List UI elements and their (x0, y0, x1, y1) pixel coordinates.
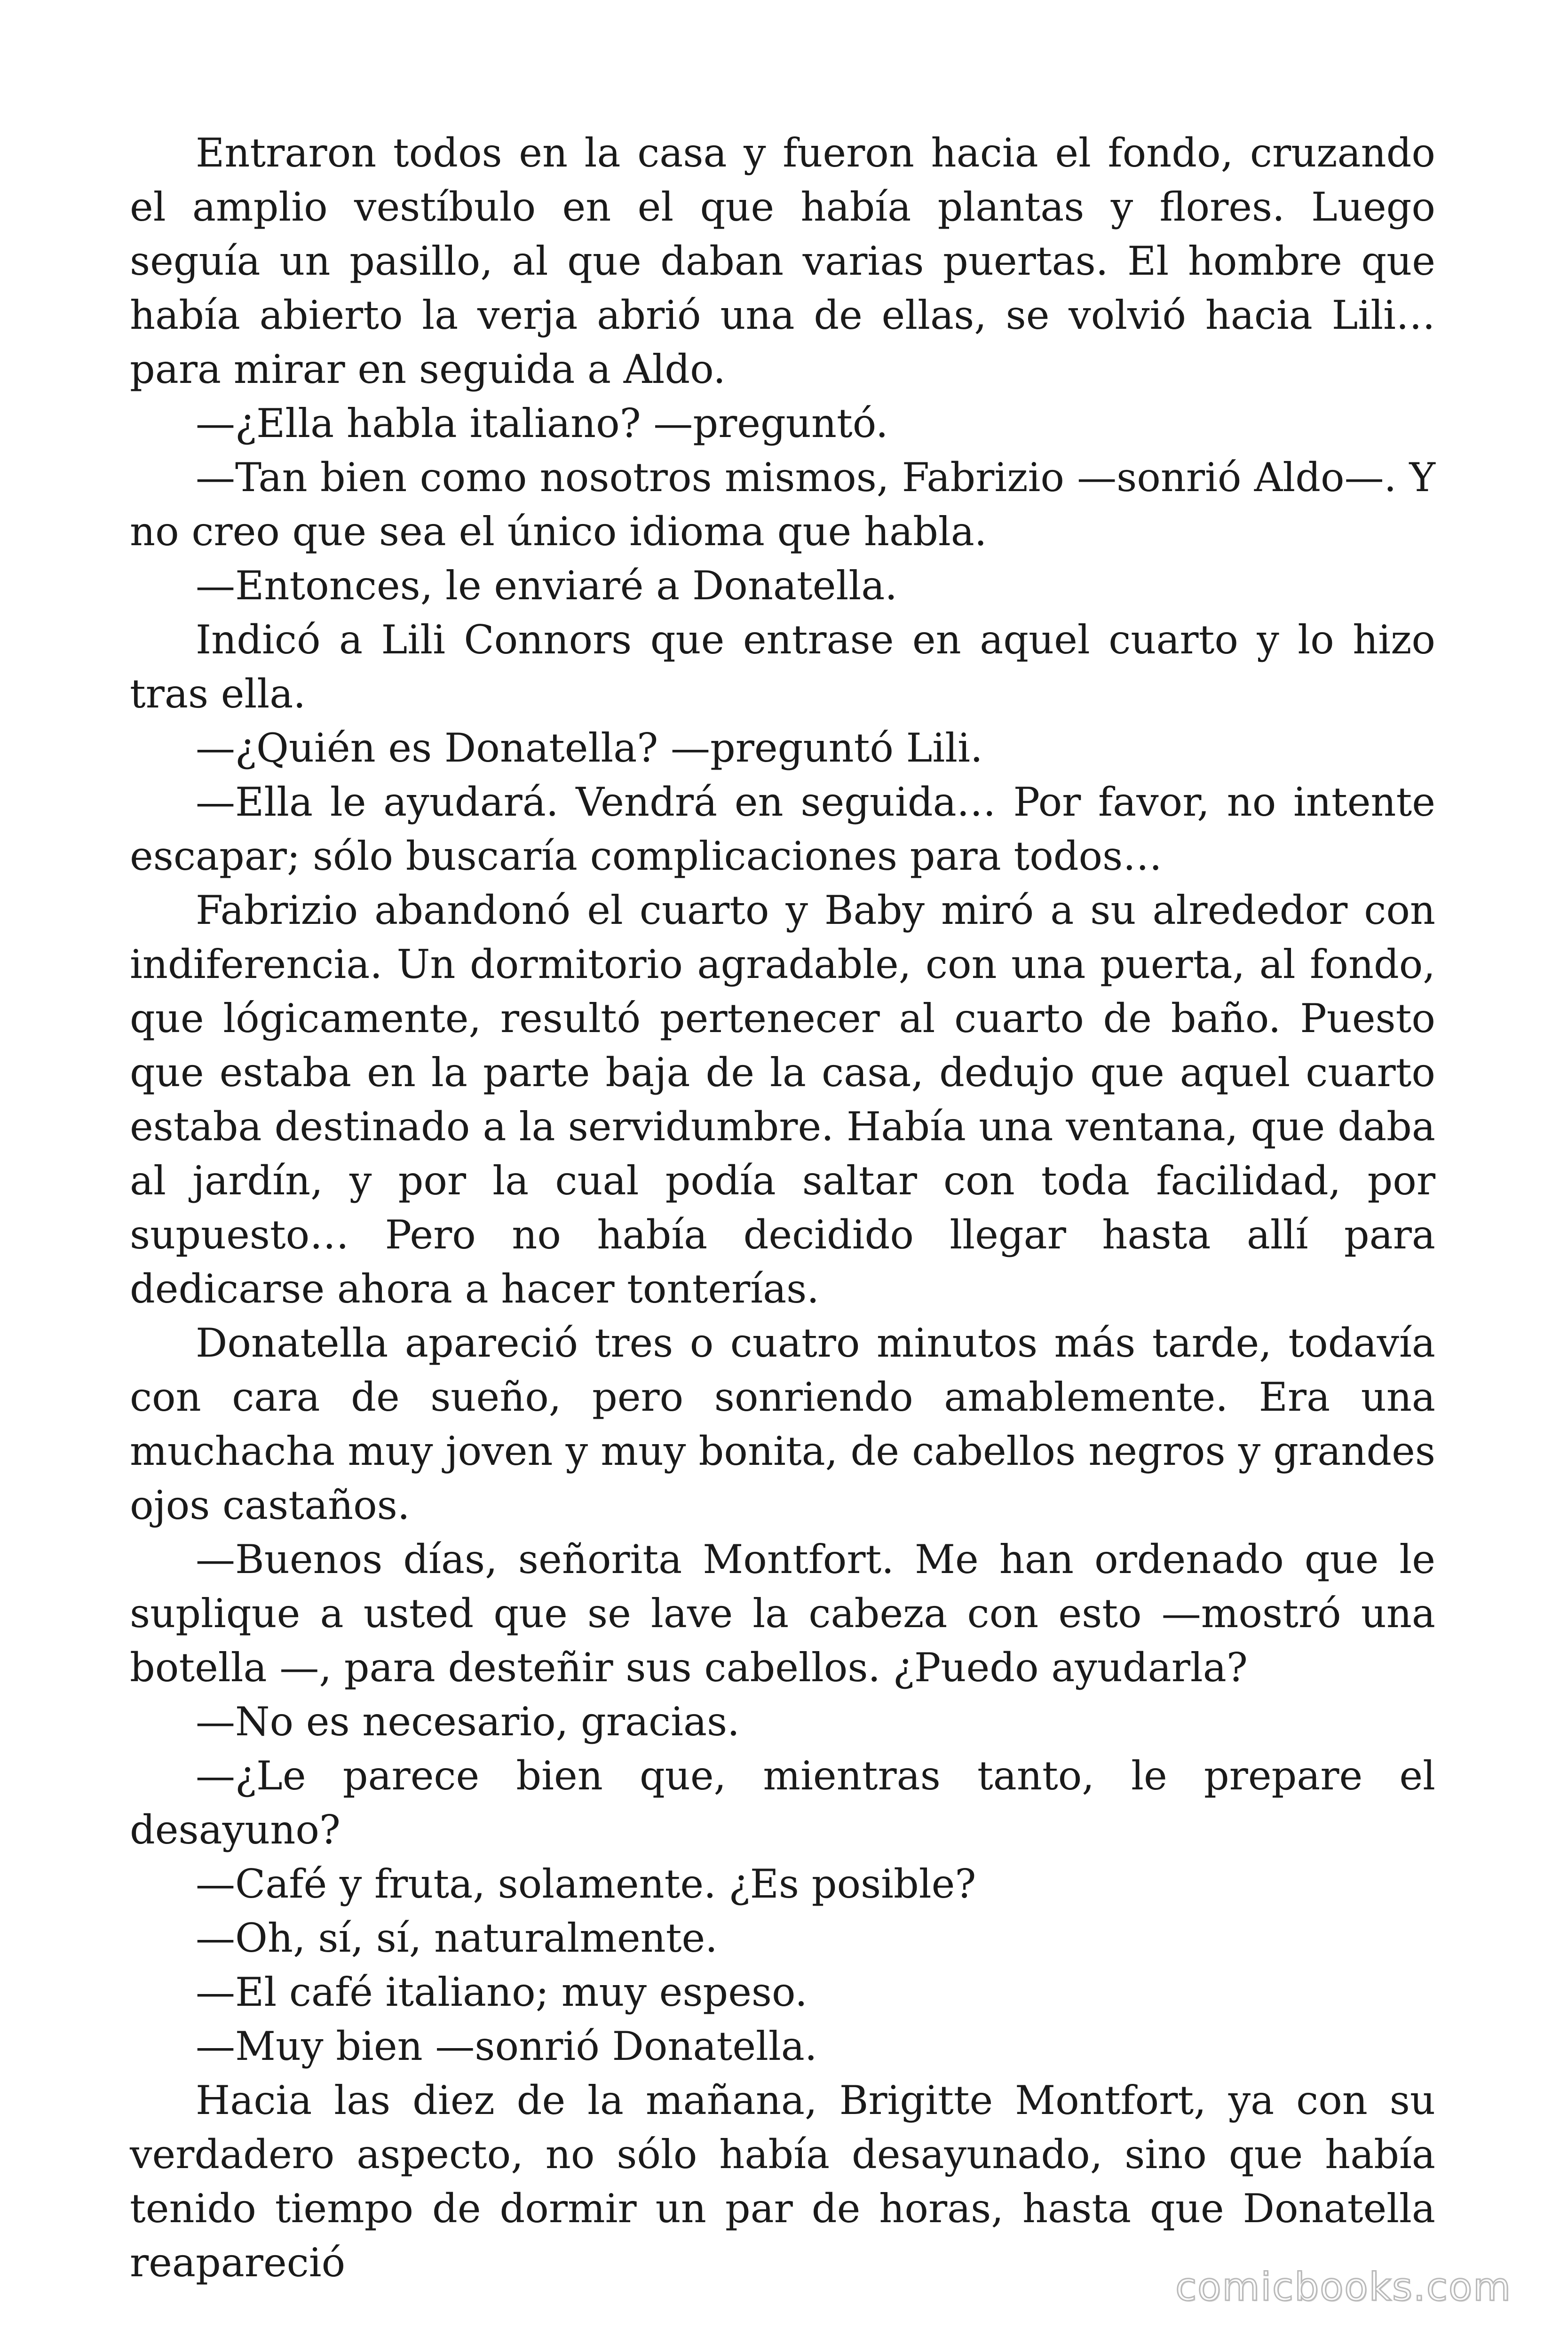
paragraph: —Café y fruta, solamente. ¿Es posible? (196, 1861, 976, 1907)
paragraph: —Muy bien —sonrió Donatella. (196, 2023, 817, 2069)
paragraph: Donatella apareció tres o cuatro minutos más tarde, todavía con cara de sueño, pero sonriendo amablemente. Era una muchacha muy joven y muy bonita, de cabellos negros y grandes ojos castaños. (130, 1320, 1435, 1528)
paragraph: —No es necesario, gracias. (196, 1699, 740, 1745)
paragraph: —Buenos días, señorita Montfort. Me han ordenado que le suplique a usted que se lave la cabeza con esto —mostró una botella —, para desteñir sus cabellos. ¿Puedo ayudarla? (130, 1536, 1435, 1691)
paragraph: —Ella le ayudará. Vendrá en seguida… Por favor, no intente escapar; sólo buscaría complicaciones para todos… (130, 779, 1435, 879)
paragraph: —¿Quién es Donatella? —preguntó Lili. (196, 725, 983, 771)
paragraph: Indicó a Lili Connors que entrase en aquel cuarto y lo hizo tras ella. (130, 617, 1435, 717)
page-body (130, 126, 1435, 2290)
paragraph: —Entonces, le enviaré a Donatella. (196, 563, 898, 609)
paragraph: —Oh, sí, sí, naturalmente. (196, 1915, 718, 1961)
paragraph: Entraron todos en la casa y fueron hacia el fondo, cruzando el amplio vestíbulo en el que había plantas y flores. Luego seguía un pasillo, al que daban varias puertas. El hombre que había abierto la verja abrió una de ellas, se volvió hacia Lili… para mirar en seguida a Aldo. (130, 130, 1435, 392)
paragraph: —¿Le parece bien que, mientras tanto, le prepare el desayuno? (130, 1753, 1435, 1853)
watermark: comicbooks.com (1175, 2265, 1512, 2310)
paragraph: —Tan bien como nosotros mismos, Fabrizio —sonrió Aldo—. Y no creo que sea el único idioma que habla. (130, 454, 1435, 555)
paragraph: —¿Ella habla italiano? —preguntó. (196, 400, 888, 446)
paragraph: —El café italiano; muy espeso. (196, 1969, 808, 2015)
paragraph: Hacia las diez de la mañana, Brigitte Montfort, ya con su verdadero aspecto, no sólo había desayunado, sino que había tenido tiempo de dormir un par de horas, hasta que Donatella reapareció (130, 2077, 1435, 2286)
paragraph: Fabrizio abandonó el cuarto y Baby miró a su alrededor con indiferencia. Un dormitorio agradable, con una puerta, al fondo, que lógicamente, resultó pertenecer al cuarto de baño. Puesto que estaba en la parte baja de la casa, dedujo que aquel cuarto estaba destinado a la servidumbre. Había una ventana, que daba al jardín, y por la cual podía saltar con toda facilidad, por supuesto… Pero no había decidido llegar hasta allí para dedicarse ahora a hacer tonterías. (130, 887, 1435, 1312)
